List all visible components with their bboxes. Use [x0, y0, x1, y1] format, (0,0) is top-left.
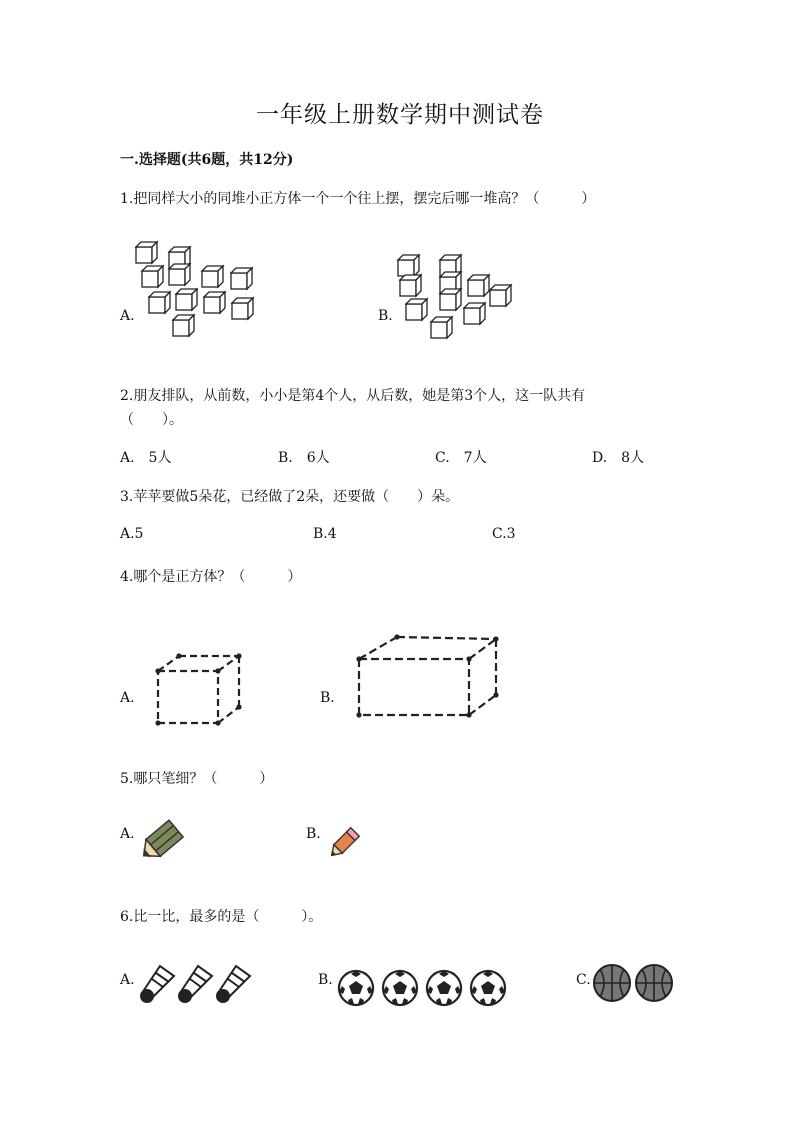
q4-option-b-label[interactable]: B. [320, 690, 335, 706]
thick-pencil-icon [138, 822, 186, 864]
dashed-cuboid-icon [353, 632, 503, 720]
q4-option-a-label[interactable]: A. [120, 690, 135, 706]
q2-option-b[interactable]: B. 6人 [278, 450, 330, 466]
q3-option-c[interactable]: C.3 [492, 526, 516, 542]
soccer-ball-group-icon [337, 968, 509, 1008]
question-3-text: 3.苹苹要做5朵花，已经做了2朵，还要做（ ）朵。 [120, 489, 460, 505]
q5-option-b-label[interactable]: B. [306, 826, 321, 842]
thin-pencil-icon [324, 826, 362, 862]
question-2-text-line2: （ ）。 [120, 412, 183, 428]
q6-option-a-label[interactable]: A. [120, 972, 135, 988]
page-title: 一年级上册数学期中测试卷 [256, 102, 544, 128]
question-6-text: 6.比一比，最多的是（ ）。 [120, 909, 323, 925]
stacked-cubes-b-icon [398, 255, 518, 345]
question-5-text: 5.哪只笔细？（ ） [120, 771, 274, 787]
stacked-cubes-a-icon [136, 242, 261, 342]
section-heading: 一.选择题(共6题，共12分) [120, 152, 294, 168]
question-2-text-line1: 2.朋友排队，从前数，小小是第4个人，从后数，她是第3个人，这一队共有 [120, 388, 586, 404]
q3-option-b[interactable]: B.4 [313, 526, 337, 542]
shuttlecock-group-icon [138, 962, 254, 1006]
q6-option-c-label[interactable]: C. [576, 972, 591, 988]
q3-option-a[interactable]: A.5 [120, 526, 144, 542]
q5-option-a-label[interactable]: A. [120, 826, 135, 842]
question-4-text: 4.哪个是正方体？（ ） [120, 569, 302, 585]
q6-option-b-label[interactable]: B. [318, 972, 333, 988]
q1-option-b-label[interactable]: B. [378, 308, 393, 324]
question-1-text: 1.把同样大小的同堆小正方体一个一个往上摆，摆完后哪一堆高？（ ） [120, 191, 596, 207]
dashed-cube-icon [152, 652, 244, 728]
basketball-group-icon [592, 962, 676, 1004]
q2-option-c[interactable]: C. 7人 [435, 450, 487, 466]
q2-option-d[interactable]: D. 8人 [592, 450, 645, 466]
q2-option-a[interactable]: A. 5人 [120, 450, 172, 466]
q1-option-a-label[interactable]: A. [120, 308, 135, 324]
